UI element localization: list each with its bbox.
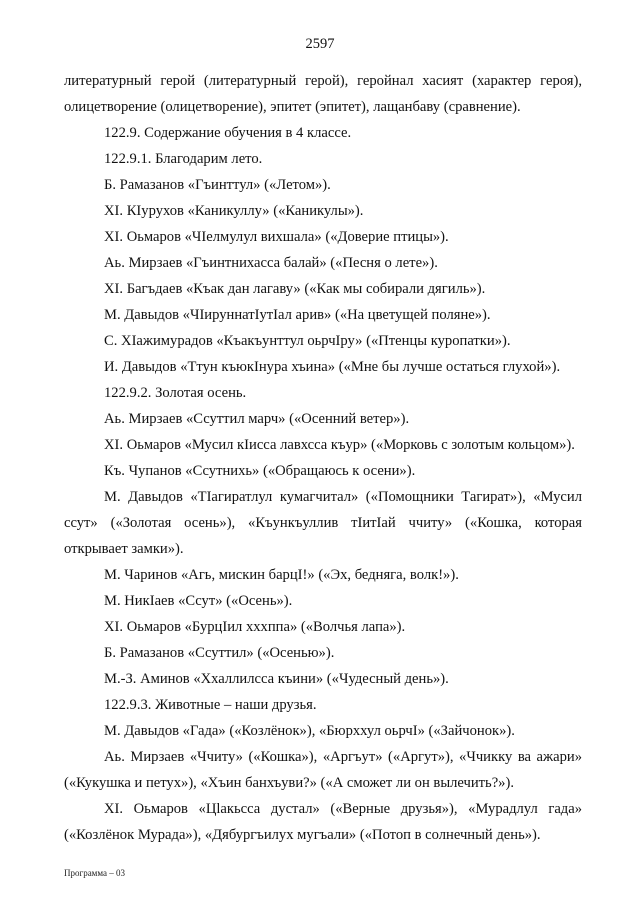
paragraph: М. Чаринов «Агь, мискин барцI!» («Эх, бедняга, волк!»). (104, 567, 459, 583)
paragraph: Къ. Чупанов «Ссутнихь» («Обращаюсь к осени»). (104, 463, 416, 479)
paragraph: Аь. Мирзаев «Ссуттил марч» («Осенний ветер»). (104, 411, 410, 427)
paragraph: 122.9.2. Золотая осень. (104, 385, 247, 401)
paragraph: И. Давыдов «Ттун къюкIнура хъина» («Мне бы лучше остаться глухой»). (104, 359, 561, 375)
paragraph: XI. КIурухов «Каникуллу» («Каникулы»). (104, 203, 364, 219)
page-number: 2597 (305, 36, 335, 52)
paragraph: М. НикIаев «Ссут» («Осень»). (104, 593, 293, 609)
paragraph: Аь. Мирзаев «Гъинтнихасса балай» («Песня о лете»). (104, 255, 438, 271)
paragraph: 122.9. Содержание обучения в 4 классе. (104, 125, 352, 141)
paragraph: XI. Оьмаров «ЧIелмулул вихшала» («Доверие птицы»). (104, 229, 449, 245)
document-body (64, 68, 582, 848)
paragraph: Б. Рамазанов «Ссуттил» («Осенью»). (104, 645, 335, 661)
paragraph: XI. Оьмаров «Цlакьсса дустал» («Верные друзья»), «Мурадлул гада» («Козлёнок Мурада»), «Дябургъилух мугъали» («Потоп в солнечный день»). (64, 801, 582, 843)
paragraph: 122.9.1. Благодарим лето. (104, 151, 263, 167)
paragraph: XI. Оьмаров «Мусил кIисса лавхсса къур» («Морковь с золотым кольцом»). (104, 437, 575, 453)
paragraph: Б. Рамазанов «Гъинттул» («Летом»). (104, 177, 331, 193)
paragraph: С. XIажимурадов «Къакъунттул оьрчIру» («Птенцы куропатки»). (104, 333, 511, 349)
paragraph: М. Давыдов «ЧIируннатIутIал арив» («На цветущей поляне»). (104, 307, 491, 323)
paragraph: XI. Багъдаев «Къак дан лагаву» («Как мы собирали дягиль»). (104, 281, 486, 297)
paragraph: XI. Оьмаров «БурцIил хххппа» («Волчья лапа»). (104, 619, 406, 635)
paragraph: М. Давыдов «ТIагиратлул кумагчитал» («Помощники Тагират»), «Мусил ссут» («Золотая осень»), «Къункъуллив тIитIай ччиту» («Кошка, которая открывает замки»). (64, 489, 582, 557)
paragraph: 122.9.3. Животные – наши друзья. (104, 697, 317, 713)
paragraph: М. Давыдов «Гада» («Козлёнок»), «Бюрххул оьрчI» («Зайчонок»). (104, 723, 515, 739)
paragraph: М.-З. Аминов «Ххаллилсса къини» («Чудесный день»). (104, 671, 449, 687)
paragraph: Аь. Мирзаев «Ччиту» («Кошка»), «Аргъут» («Аргут»), «Ччикку ва ажари» («Кукушка и петух»), «Хъин банхъуви?» («А сможет ли он вылечить?»). (64, 749, 582, 791)
paragraph: литературный герой (литературный герой), геройнал хасият (характер героя), олицетворение (олицетворение), эпитет (эпитет), лащанбаву (сравнение). (64, 73, 582, 115)
footer-label: Программа – 03 (64, 868, 126, 878)
